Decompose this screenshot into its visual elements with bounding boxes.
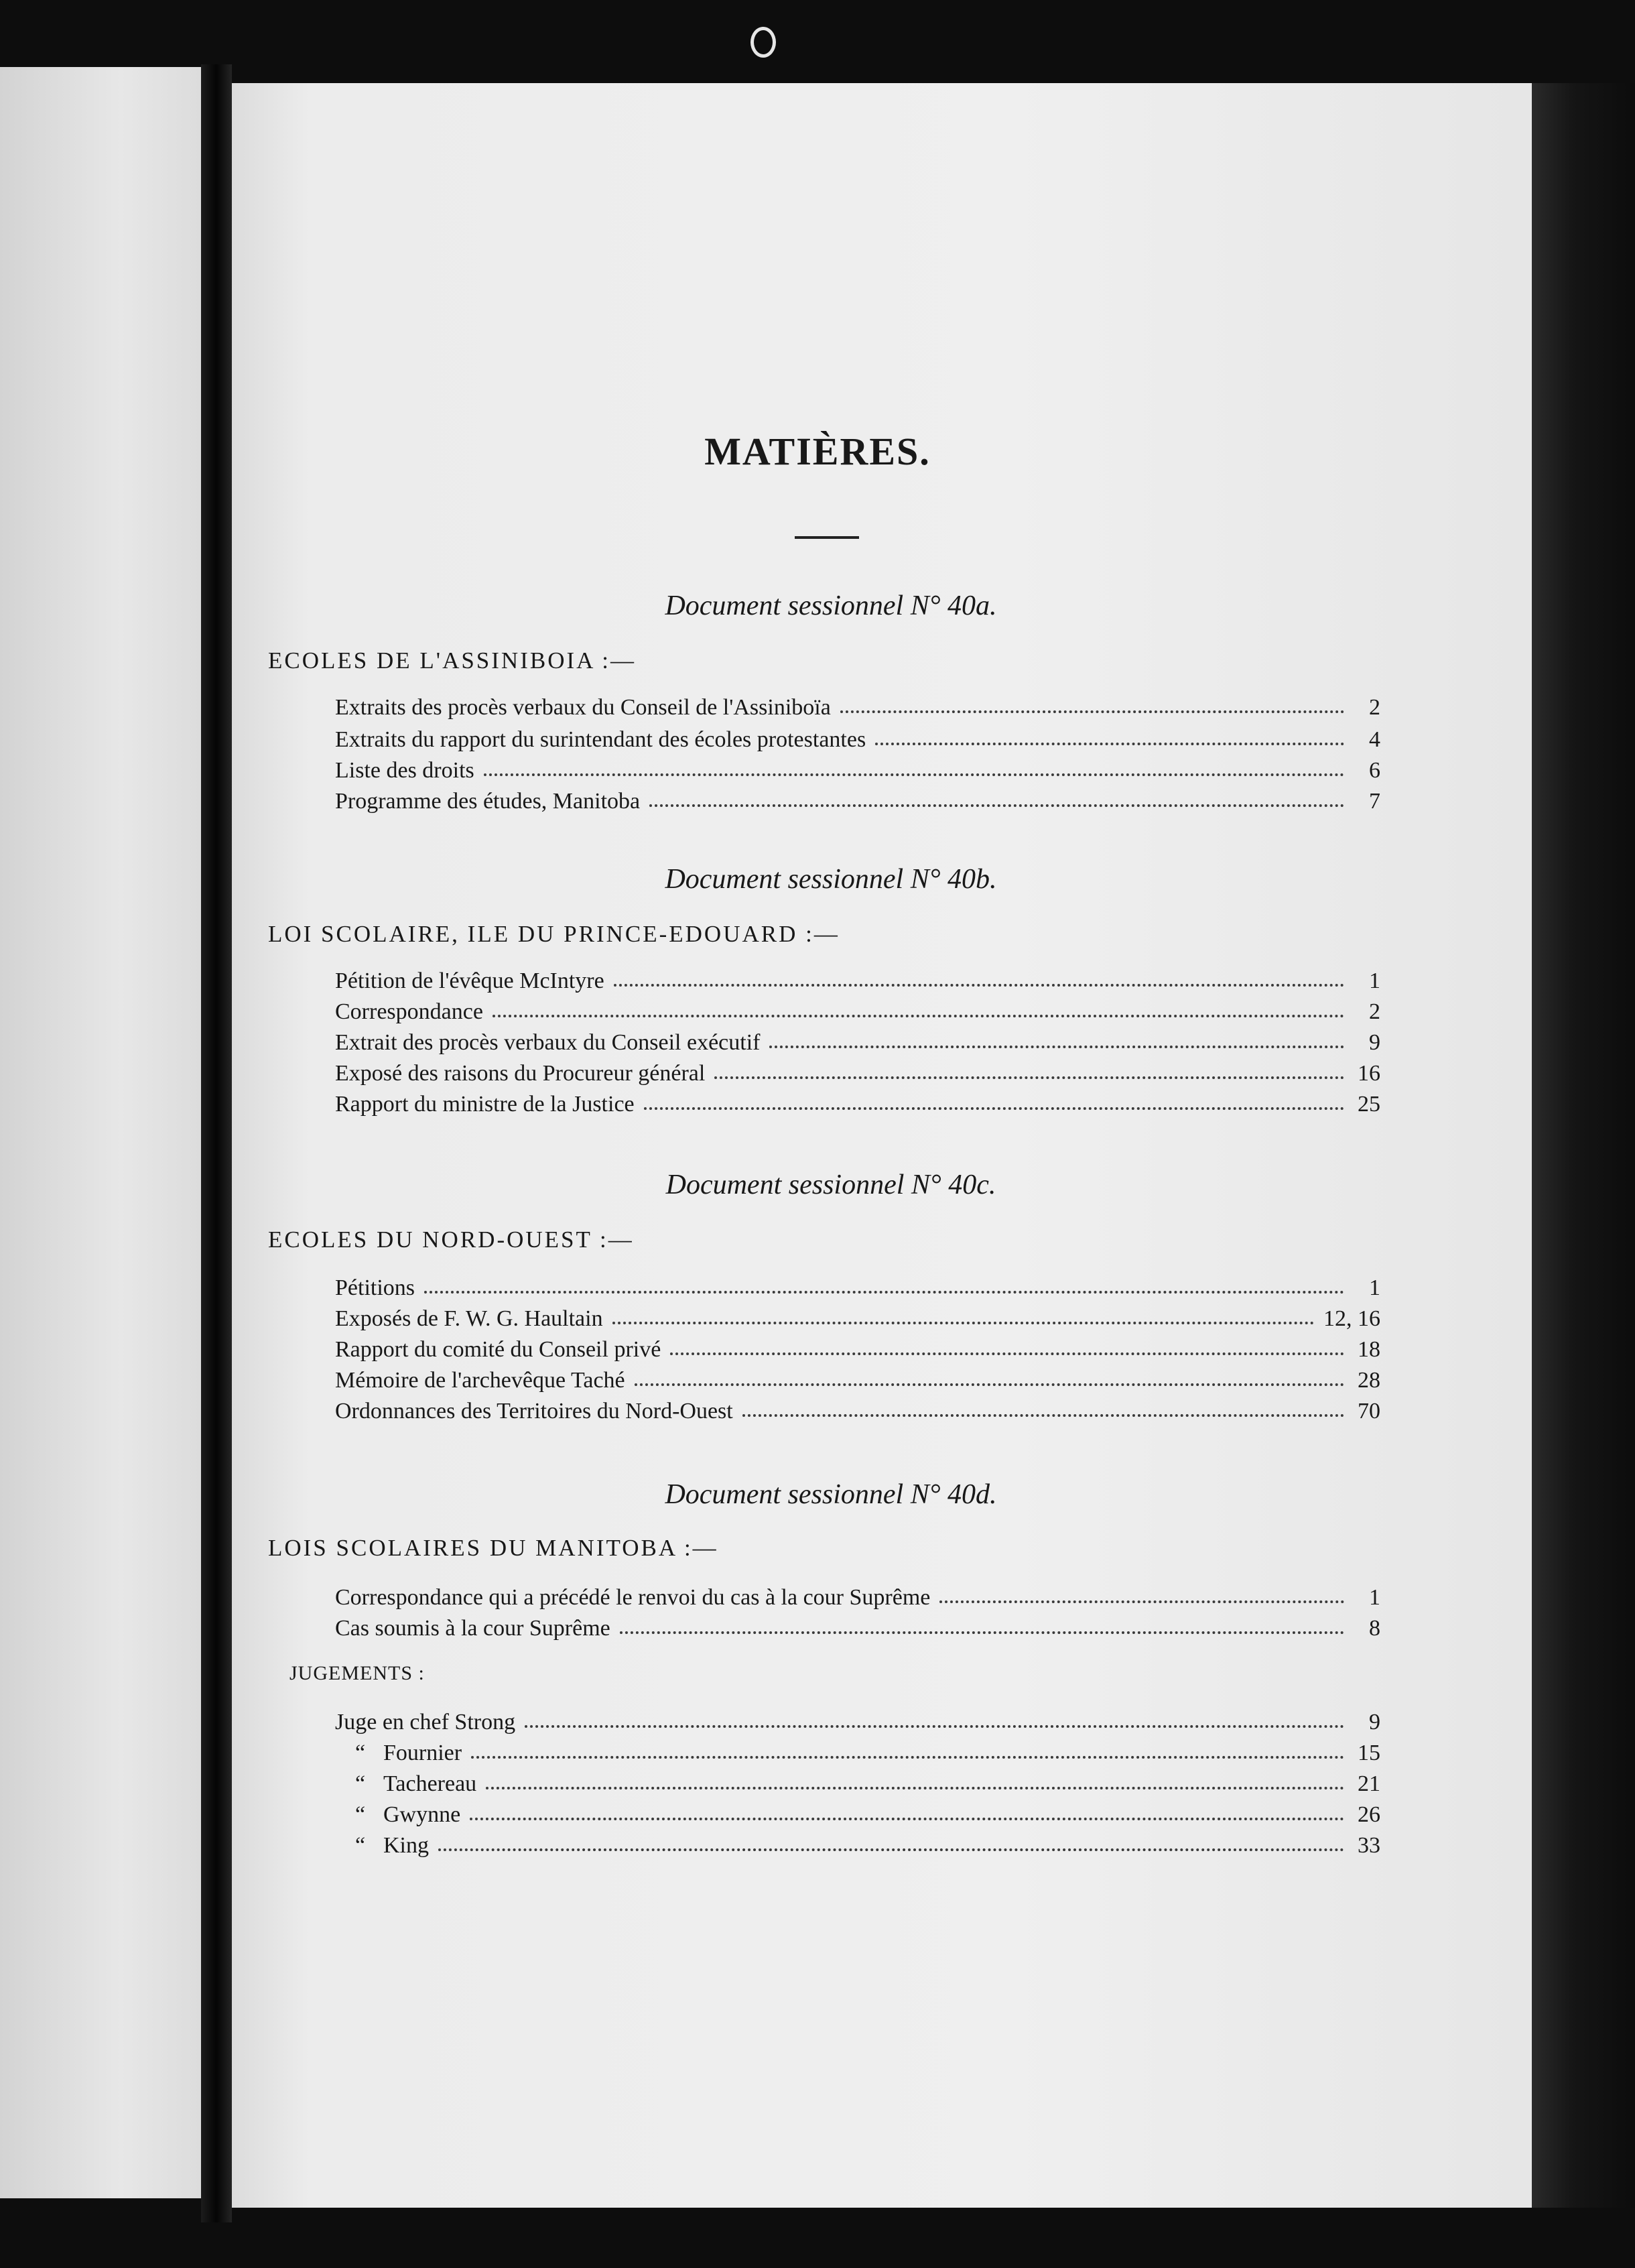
doc-heading-40a: Document sessionnel N° 40a. xyxy=(665,590,997,621)
section-heading-manitoba: LOIS SCOLAIRES DU MANITOBA :— xyxy=(268,1535,718,1561)
leader-dots xyxy=(484,756,1344,776)
toc-entry-page: 70 xyxy=(1358,1399,1380,1424)
judgement-page: 15 xyxy=(1358,1741,1380,1765)
toc-entry-text: Programme des études, Manitoba xyxy=(335,789,641,814)
toc-entry xyxy=(335,966,1380,996)
toc-entry xyxy=(335,693,1380,722)
doc-heading-40c: Document sessionnel N° 40c. xyxy=(665,1170,996,1200)
toc-entry-page: 9 xyxy=(1369,1030,1380,1055)
left-page xyxy=(0,67,201,2198)
judgement-page: 26 xyxy=(1358,1802,1380,1827)
leader-dots xyxy=(875,725,1344,745)
toc-entry-text: Pétition de l'évêque McIntyre xyxy=(335,968,604,993)
toc-entry-text: Extraits des procès verbaux du Conseil de l'Assiniboïa xyxy=(335,695,831,720)
doc-heading-40d: Document sessionnel N° 40d. xyxy=(665,1479,997,1510)
judgement-text: Tachereau xyxy=(383,1771,477,1796)
toc-entry-page: 16 xyxy=(1358,1061,1380,1086)
ditto-mark: “ xyxy=(355,1771,366,1796)
section-heading-nord-ouest: ECOLES DU NORD-OUEST :— xyxy=(268,1226,634,1253)
ditto-mark: “ xyxy=(355,1833,366,1858)
leader-dots xyxy=(769,1028,1344,1048)
toc-entry xyxy=(335,1335,1380,1365)
toc-entry-text: Correspondance qui a précédé le renvoi du cas à la cour Suprême xyxy=(335,1585,931,1610)
judgement-page: 33 xyxy=(1358,1833,1380,1858)
leader-dots xyxy=(939,1583,1344,1603)
leader-dots xyxy=(424,1273,1344,1294)
toc-entry-text: Rapport du comité du Conseil privé xyxy=(335,1337,661,1362)
leader-dots xyxy=(742,1397,1344,1417)
leader-dots xyxy=(438,1831,1344,1851)
leader-dots xyxy=(525,1708,1344,1728)
leader-dots xyxy=(493,997,1344,1017)
toc-entry-text: Pétitions xyxy=(335,1275,415,1300)
toc-entry-text: Extrait des procès verbaux du Conseil exécutif xyxy=(335,1030,761,1055)
leader-dots xyxy=(644,1090,1344,1110)
leader-dots xyxy=(670,1335,1344,1355)
judgement-entry xyxy=(355,1769,1380,1799)
toc-entry xyxy=(335,1028,1380,1058)
toc-entry-text: Rapport du ministre de la Justice xyxy=(335,1092,635,1117)
main-page xyxy=(232,83,1532,2208)
toc-entry-page: 7 xyxy=(1369,789,1380,814)
leader-dots xyxy=(471,1739,1344,1759)
leader-dots xyxy=(840,693,1344,713)
toc-entry xyxy=(335,1614,1380,1643)
judgement-text: King xyxy=(383,1833,429,1858)
toc-entry-page: 25 xyxy=(1358,1092,1380,1117)
toc-entry-page: 2 xyxy=(1369,695,1380,720)
toc-entry-text: Extraits du rapport du surintendant des écoles protestantes xyxy=(335,727,866,752)
leader-dots xyxy=(486,1769,1344,1789)
toc-entry-text: Correspondance xyxy=(335,999,483,1024)
judgement-entry xyxy=(355,1831,1380,1861)
leader-dots xyxy=(470,1800,1344,1820)
toc-entry-text: Mémoire de l'archevêque Taché xyxy=(335,1368,625,1393)
judgements-heading: JUGEMENTS : xyxy=(289,1662,425,1684)
toc-entry-text: Exposés de F. W. G. Haultain xyxy=(335,1306,603,1331)
toc-entry xyxy=(335,997,1380,1027)
toc-entry-page: 28 xyxy=(1358,1368,1380,1393)
toc-entry-text: Exposé des raisons du Procureur général xyxy=(335,1061,706,1086)
title-rule xyxy=(795,536,859,539)
toc-entry xyxy=(335,1090,1380,1119)
toc-entry xyxy=(335,1059,1380,1088)
judgement-text: Gwynne xyxy=(383,1802,461,1827)
leader-dots xyxy=(612,1304,1314,1324)
page-edge xyxy=(1532,83,1635,2208)
toc-entry xyxy=(335,1397,1380,1426)
toc-entry xyxy=(335,787,1380,816)
leader-dots xyxy=(614,966,1344,987)
toc-entry xyxy=(335,1583,1380,1613)
toc-entry-text: Cas soumis à la cour Suprême xyxy=(335,1616,610,1641)
toc-entry-page: 8 xyxy=(1369,1616,1380,1641)
toc-entry xyxy=(335,725,1380,755)
header-mark xyxy=(750,27,776,58)
ditto-mark: “ xyxy=(355,1741,366,1765)
toc-entry-page: 12, 16 xyxy=(1323,1306,1380,1331)
judgement-text: Juge en chef Strong xyxy=(335,1710,516,1735)
toc-entry-page: 1 xyxy=(1369,1585,1380,1610)
section-heading-assiniboia: ECOLES DE L'ASSINIBOIA :— xyxy=(268,647,636,674)
toc-entry-page: 2 xyxy=(1369,999,1380,1024)
toc-entry-page: 1 xyxy=(1369,968,1380,993)
leader-dots xyxy=(635,1366,1344,1386)
doc-heading-40b: Document sessionnel N° 40b. xyxy=(665,864,997,895)
toc-entry-text: Ordonnances des Territoires du Nord-Ouest xyxy=(335,1399,733,1424)
toc-entry xyxy=(335,1366,1380,1395)
judgement-entry xyxy=(355,1739,1380,1768)
toc-entry-page: 6 xyxy=(1369,758,1380,783)
toc-entry xyxy=(335,1304,1380,1334)
toc-entry-page: 18 xyxy=(1358,1337,1380,1362)
leader-dots xyxy=(714,1059,1344,1079)
judgement-page: 9 xyxy=(1369,1710,1380,1735)
ditto-mark: “ xyxy=(355,1802,366,1827)
toc-entry xyxy=(335,756,1380,785)
leader-dots xyxy=(649,787,1344,807)
page-title: MATIÈRES. xyxy=(704,430,931,473)
toc-entry-page: 1 xyxy=(1369,1275,1380,1300)
toc-entry xyxy=(335,1273,1380,1303)
section-heading-prince-edouard: LOI SCOLAIRE, ILE DU PRINCE-EDOUARD :— xyxy=(268,921,840,947)
book-spine xyxy=(201,64,232,2222)
toc-entry-text: Liste des droits xyxy=(335,758,474,783)
judgement-entry xyxy=(355,1800,1380,1830)
leader-dots xyxy=(620,1614,1344,1634)
judgement-text: Fournier xyxy=(383,1741,462,1765)
judgement-page: 21 xyxy=(1358,1771,1380,1796)
judgement-entry xyxy=(335,1708,1380,1737)
toc-entry-page: 4 xyxy=(1369,727,1380,752)
